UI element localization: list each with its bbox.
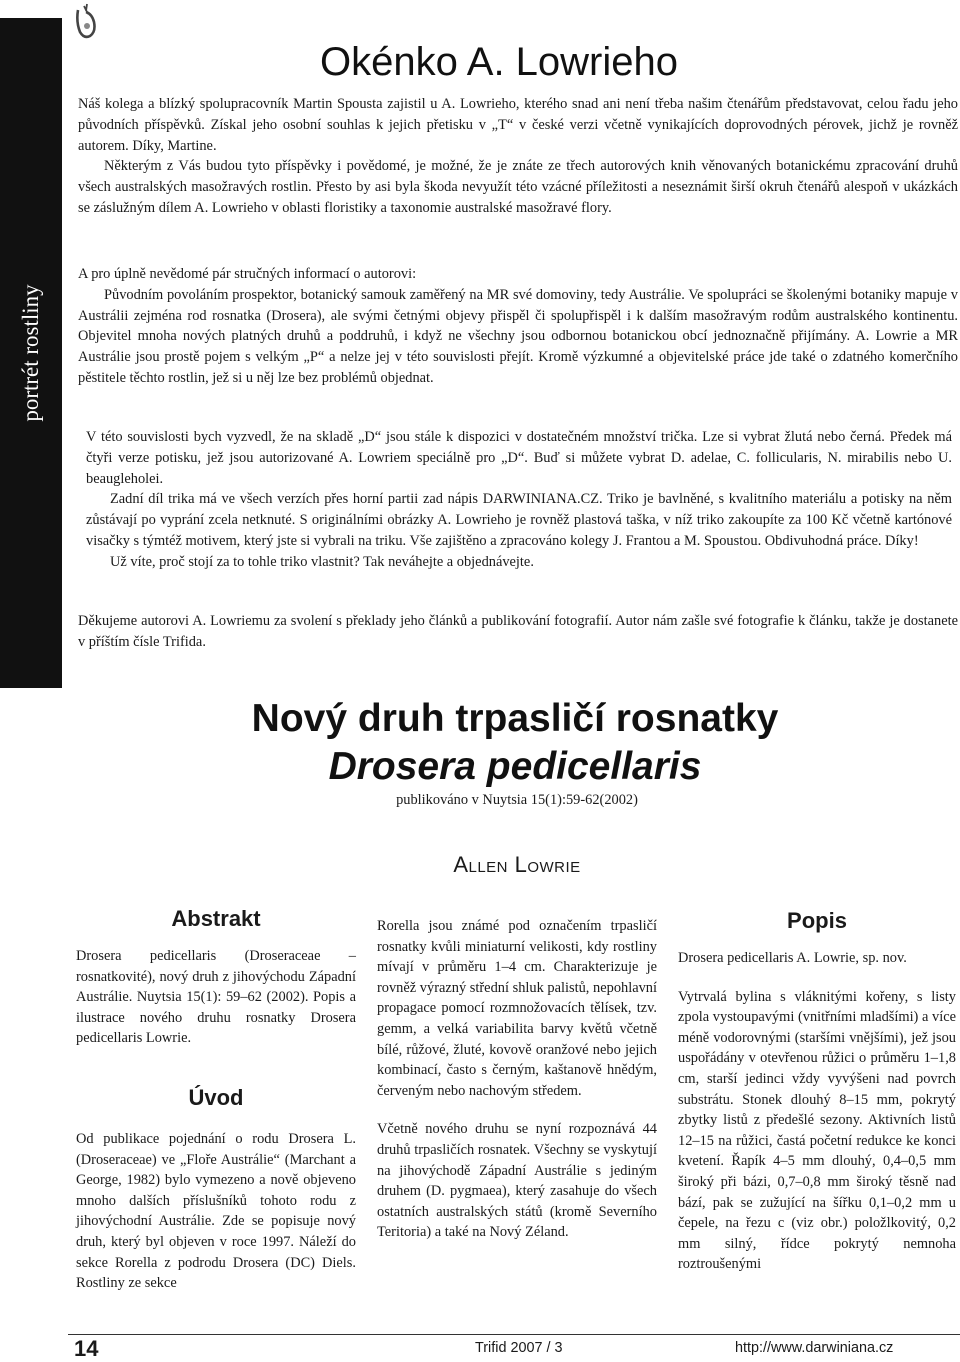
- magazine-logo-icon: [74, 2, 100, 40]
- tshirt-paragraph-3: Už víte, proč stojí za to tohle triko vlastnit? Tak neváhejte a objednávejte.: [110, 553, 534, 570]
- intro-text: Od publikace pojednání o rodu Drosera L. (Droseraceae) ve „Floře Austrálie“ (Marchant a George, 1982) bylo vymezeno a nově objeveno mnoho dalších příslušníků tohoto rodu z jihovýchodní Austrálie. Zde se popisuje nový druh, který byl objeven v roce 1997. Náleží do sekce Rorella z podrodu Drosera (DC) Diels. Rostliny ze sekce: [76, 1130, 356, 1292]
- tshirt-paragraph-2: Zadní díl trika má ve všech verzích přes horní partii zad nápis DARWINIANA.CZ. Triko je bavlněné, s kvalitního materiálu a potisky na něm zůstávají po vyprání zcela netknuté. S originálními obrázky A. Lowrieho je rovněž plastová taška, v níž triko zakoupíte za 100 Kč včetně kartónové visačky s týmtéž motivem, který jste si vybrali na triku. Vše zajištěno a zpracováno kolegy J. Frantou a M. Spoustou. Obdivuhodná práce. Díky!: [86, 491, 952, 549]
- issue-label: Trifid 2007 / 3: [475, 1340, 563, 1356]
- column-middle: [377, 916, 657, 1243]
- tshirt-paragraph-1: V této souvislosti bych vyzvedl, že na skladě „D“ jsou stále k dispozici v dostatečném množství trička. Lze si vybrat žlutá nebo černá. Předek má čtyři verze potisku, jež jsou autorizované A. Lowriem speciálně pro „D“. Buď si můžete vybrat D. adelae, C. follicularis, N. mirabilis nebo U. beaugleholei.: [86, 429, 952, 487]
- sidebar-section-tab: [0, 18, 62, 688]
- middle-paragraph-2: Včetně nového druhu se nyní rozpoznává 44 druhů trpasličích rosnatek. Všechny se vyskytují na jihovýchodě Západní Austrálie s jediným druhem (D. pygmaea), který zasahuje do všech ostatních australských států (kromě Severního Teritoria) a také na Nový Zéland.: [377, 1121, 657, 1241]
- tshirt-notice-box: [86, 427, 952, 573]
- article2-species-title: Drosera pedicellaris: [328, 745, 702, 788]
- column-right: [678, 908, 956, 1275]
- author-info-block: [78, 264, 958, 389]
- article2-title: Nový druh trpasličí rosnatky: [251, 697, 779, 740]
- page-number: 14: [74, 1336, 99, 1361]
- publication-info: publikováno v Nuytsia 15(1):59-62(2002): [396, 792, 638, 808]
- intro-paragraph-2: Některým z Vás budou tyto příspěvky i povědomé, je možné, že je znáte ze třech autorových knih věnovaných botanickému zpracování druhů všech australských masožravých rostlin. Přesto by asi byla škoda nevyužít této vzácné příležitosti a neseznámit širší okruh čtenářů alespoň v ukázkách se záslužným dílem A. Lowrieho v oblasti floristiky a taxonomie australské masožravé flory.: [78, 158, 958, 216]
- thanks-paragraph: Děkujeme autorovi A. Lowriemu za svolení s překlady jeho článků a publikování fotografií. Autor nám zašle své fotografie k článku, takže je dostanete v příštím čísle Trifida.: [78, 613, 958, 650]
- website-link[interactable]: http://www.darwiniana.cz: [735, 1340, 894, 1356]
- footer-rule: [68, 1334, 960, 1335]
- thanks-block: [78, 611, 958, 653]
- abstract-text: Drosera pedicellaris (Droseraceae – rosnatkovité), nový druh z jihovýchodu Západní Austrálie. Nuytsia 15(1): 59–62 (2002). Popis a ilustrace nového druhu rosnatky Drosera pedicellaris Lowrie.: [76, 948, 356, 1047]
- middle-paragraph-1: Rorella jsou známé pod označením trpasličí rosnatky kvůli miniaturní velikosti, kdy rostliny mívají v průměru 1–4 cm. Charakterizuje je rovněž výrazný střední shluk palistů, nepohlavní propagace pomocí rozmnožovacích tělísek, tzv. gemm, a velká variabilita barvy květů včetně bílé, růžové, žluté, kovově oranžové nebo jejich kombinací, často s černým, kaštanově hnědým, červeným nebo nachovým středem.: [377, 918, 657, 1099]
- article-author: Allen Lowrie: [453, 852, 581, 877]
- description-species-line: Drosera pedicellaris A. Lowrie, sp. nov.: [678, 950, 907, 966]
- description-text: Vytrvalá bylina s vláknitými kořeny, s listy zpola vystoupavými (vnitřními mladšími) a více méně vodorovnými (staršími vnějšími), jež jsou uspořádány v otevřenou růžici o průměru 1–1,8 cm, starší jedinci vždy vyvýšeni nad povrch substrátu. Stonek dlouhý 8–15 mm, pokrytý zbytky listů z předešlé sezony. Aktivních listů 12–15 na růžici, častá početní redukce ke konci kvetení. Řapík 4–5 mm dlouhý, 0,4–0,5 mm široký při bázi, 0,7–0,8 mm široký těsně nad bází, pak se zužující na šířku 0,1–0,2 mm u čepele, na řezu c (viz obr.) položlkovitý, 0,2 mm silný, řídce pokrytý nemnoha roztroušenými: [678, 988, 956, 1273]
- intro-paragraph-1: Náš kolega a blízký spolupracovník Martin Spousta zajistil u A. Lowrieho, kterého snad ani není třeba našim čtenářům představovat, celou řadu jeho původních příspěvků. Získal jeho osobní souhlas k jejich přetisku v „T“ v české verzi včetně vynikajících doprovodných pérovek, jichž je rovněž autorem. Díky, Martine.: [78, 96, 958, 154]
- article-intro-block: [78, 94, 958, 219]
- intro-heading: Úvod: [188, 1084, 244, 1110]
- author-info-paragraph: Původním povoláním prospektor, botanický samouk zaměřený na MR své domoviny, tedy Austrálie. Ve spolupráci se školenými botaniky mapuje v Austrálii zejména rod rosnatka (Drosera), ale svými četnými objevy přispěl či spolupřispěl i k dalším masožravým rodům australského kontinentu. Objevitel mnoha nových platných druhů a poddruhů, i když ne všechny jsou odbornou botanickou obcí jednoznačně přijímány. A. Lowrie a MR Austrálie jsou prostě pojem s velkým „P“ a nelze jej v této souvislosti přejít. Kromě výzkumné a objevitelské práce jde také o zdatného komerčního pěstitele těchto rostlin, jež si u něj lze bez problémů objednat.: [78, 286, 958, 386]
- description-heading: Popis: [787, 908, 847, 933]
- author-info-lead: A pro úplně nevědomé pár stručných informací o autorovi:: [78, 266, 417, 282]
- article-title: Okénko A. Lowrieho: [320, 40, 678, 84]
- section-label: portrét rostliny: [18, 284, 43, 422]
- column-left: [76, 906, 356, 1294]
- abstract-heading: Abstrakt: [171, 906, 261, 931]
